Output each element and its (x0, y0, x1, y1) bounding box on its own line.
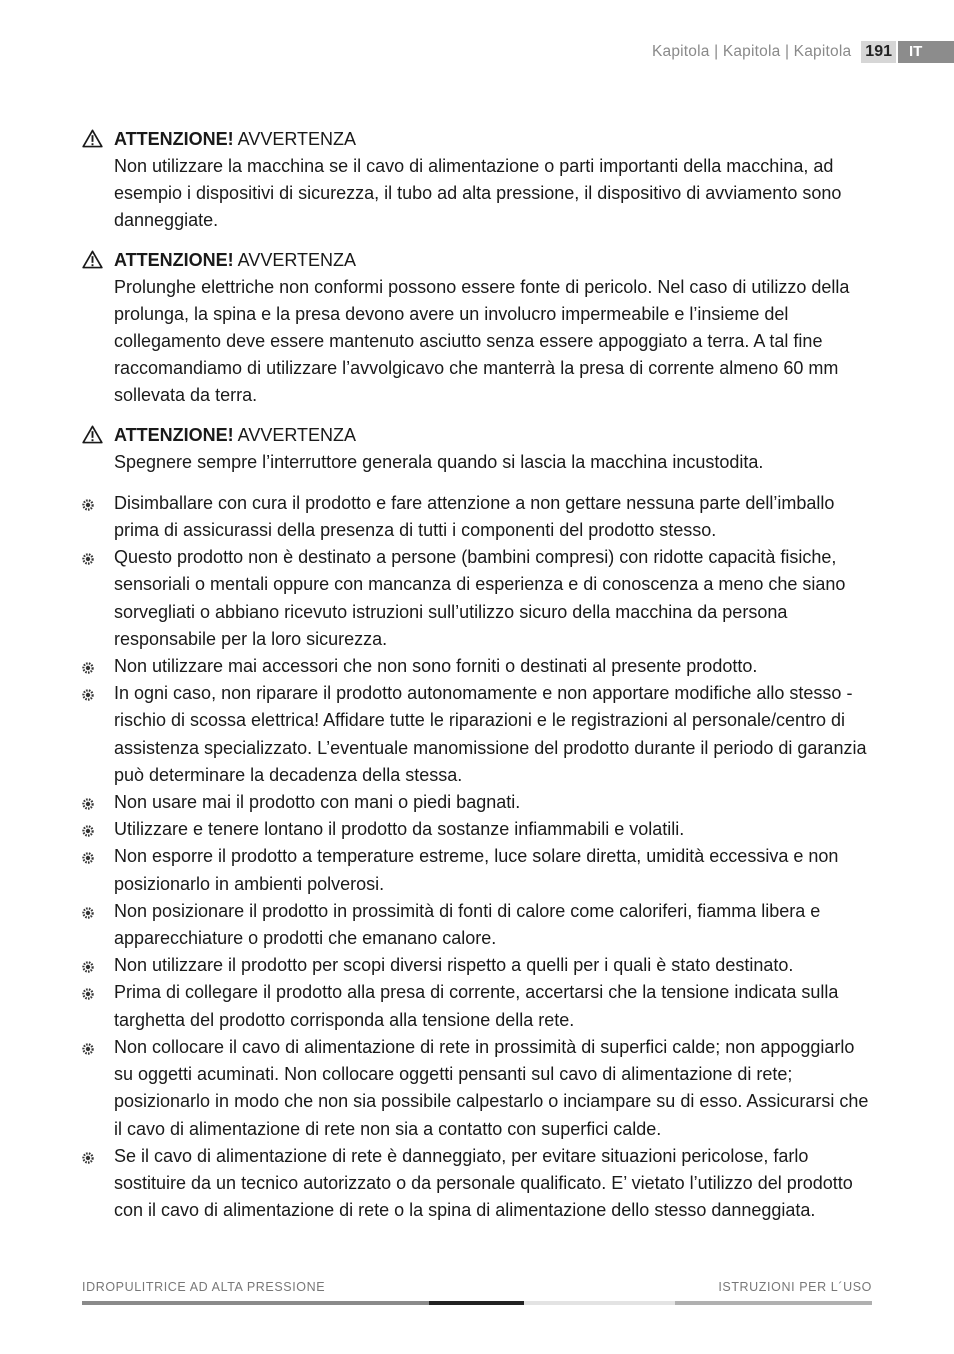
footer-product-name: IDROPULITRICE AD ALTA PRESSIONE (82, 1280, 326, 1294)
page-header (652, 41, 954, 63)
warning-text: Spegnere sempre l’interruttore generala quando si lascia la macchina incustodita. (114, 451, 764, 472)
warning-triangle-icon (82, 129, 103, 148)
chapter-title: Kapitola | Kapitola | Kapitola (651, 43, 852, 60)
list-item (0, 898, 954, 952)
list-item (0, 653, 954, 680)
bullet-text: Non utilizzare il prodotto per scopi diversi rispetto a quelli per i quali è stato destinato. (114, 955, 794, 976)
gear-bullet-icon (81, 1151, 95, 1165)
warning-label: AVVERTENZA (237, 424, 357, 445)
warning-label: AVVERTENZA (237, 129, 357, 149)
warning-heading (114, 422, 884, 449)
warning-label-bold: ATTENZIONE! (114, 424, 234, 445)
warning-block (0, 422, 954, 476)
footer-divider (82, 1301, 872, 1305)
safety-bullet-list (0, 490, 954, 1224)
warning-triangle-icon (82, 425, 103, 444)
gear-bullet-icon (81, 824, 95, 838)
footer-divider-segment (429, 1301, 524, 1305)
gear-bullet-icon (81, 797, 95, 811)
warning-label-bold: ATTENZIONE! (114, 249, 234, 270)
bullet-text: Utilizzare e tenere lontano il prodotto da sostanze infiammabili e volatili. (114, 819, 685, 840)
footer-divider-segment (524, 1301, 675, 1305)
bullet-text: In ogni caso, non riparare il prodotto autonomamente e non apportare modifiche allo stesso - rischio di scossa elettrica! Affidare tutte le riparazioni e le registrazioni al personale/centro di assistenza specializzato. L’eventuale manomissione del prodotto durante il periodo di garanzia può determinare la decadenza della stessa. (114, 683, 867, 785)
gear-bullet-icon (81, 960, 95, 974)
bullet-text: Disimballare con cura il prodotto e fare attenzione a non gettare nessuna parte dell’imballo prima di assicurassi della presenza di tutti i componenti del prodotto stesso. (114, 492, 835, 541)
list-item (0, 979, 954, 1033)
list-item (0, 490, 954, 544)
warning-block (0, 126, 954, 235)
warning-triangle-icon (82, 250, 103, 269)
warning-heading (114, 247, 884, 274)
warning-block (0, 247, 954, 410)
page-number: 191 (861, 41, 896, 63)
warning-label: AVVERTENZA (237, 249, 357, 270)
bullet-text: Non usare mai il prodotto con mani o piedi bagnati. (114, 792, 521, 813)
bullet-text: Non utilizzare mai accessori che non sono forniti o destinati al presente prodotto. (114, 656, 758, 677)
footer-divider-segment (675, 1301, 872, 1305)
bullet-text: Non esporre il prodotto a temperature estreme, luce solare diretta, umidità eccessiva e non posizionarlo in ambienti polverosi. (114, 846, 839, 894)
list-item (0, 843, 954, 897)
list-item (0, 680, 954, 789)
list-item (0, 1034, 954, 1143)
footer-divider-segment (82, 1301, 429, 1305)
gear-bullet-icon (81, 1042, 95, 1056)
bullet-text: Se il cavo di alimentazione di rete è danneggiato, per evitare situazioni pericolose, farlo sostituire da un tecnico autorizzato o da personale qualificato. E’ vietato l’utilizzo del prodotto con il cavo di alimentazione di rete o la spina di alimentazione dello stesso danneggiata. (114, 1145, 853, 1221)
list-item (0, 952, 954, 979)
list-item (0, 816, 954, 843)
list-item (0, 789, 954, 816)
warning-text: Non utilizzare la macchina se il cavo di alimentazione o parti importanti della macchina, ad esempio i dispositivi di sicurezza, il tubo ad alta pressione, il dispositivo di avviamento sono danneggiate. (114, 156, 842, 231)
bullet-text: Questo prodotto non è destinato a persone (bambini compresi) con ridotte capacità fisiche, sensoriali o mentali oppure con mancanza di esperienza e di conoscenza a meno che siano sorvegliati o abbiano ricevuto istruzioni sull’utilizzo sicuro della macchina da persona responsabile per la loro sicurezza. (114, 547, 846, 649)
bullet-text: Non posizionare il prodotto in prossimità di fonti di calore come caloriferi, fiamma libera e apparecchiature o prodotti che emanano calore. (114, 900, 821, 949)
gear-bullet-icon (81, 661, 95, 675)
warning-heading (114, 126, 884, 153)
page-content (0, 126, 954, 1224)
bullet-text: Prima di collegare il prodotto alla presa di corrente, accertarsi che la tensione indicata sulla targhetta del prodotto corrisponda alla tensione della rete. (114, 982, 839, 1030)
language-tab: IT (898, 41, 954, 63)
bullet-text: Non collocare il cavo di alimentazione di rete in prossimità di superfici calde; non appoggiarlo su oggetti acuminati. Non collocare oggetti pensanti sul cavo di alimentazione di rete; posizionarlo in modo che non sia possibile calpestarlo o inciampare su di esso. Assicurarsi che il cavo di alimentazione di rete non sia a contatto con superfici calde. (114, 1036, 869, 1139)
list-item (0, 544, 954, 653)
gear-bullet-icon (81, 987, 95, 1001)
list-item (0, 1143, 954, 1225)
gear-bullet-icon (81, 552, 95, 566)
gear-bullet-icon (81, 498, 95, 512)
footer-manual-title: ISTRUZIONI PER L´USO (718, 1280, 872, 1294)
warning-text: Prolunghe elettriche non conformi possono essere fonte di pericolo. Nel caso di utilizzo della prolunga, la spina e la presa devono avere un involucro impermeabile e l’insieme del collegamento deve essere mantenuto asciutto senza essere appoggiato a terra. A tal fine raccomandiamo di utilizzare l’avvolgicavo che manterrà la presa di corrente almeno 60 mm sollevata da terra. (114, 276, 850, 406)
gear-bullet-icon (81, 906, 95, 920)
gear-bullet-icon (81, 851, 95, 865)
warning-label-bold: ATTENZIONE! (114, 129, 234, 149)
gear-bullet-icon (81, 688, 95, 702)
